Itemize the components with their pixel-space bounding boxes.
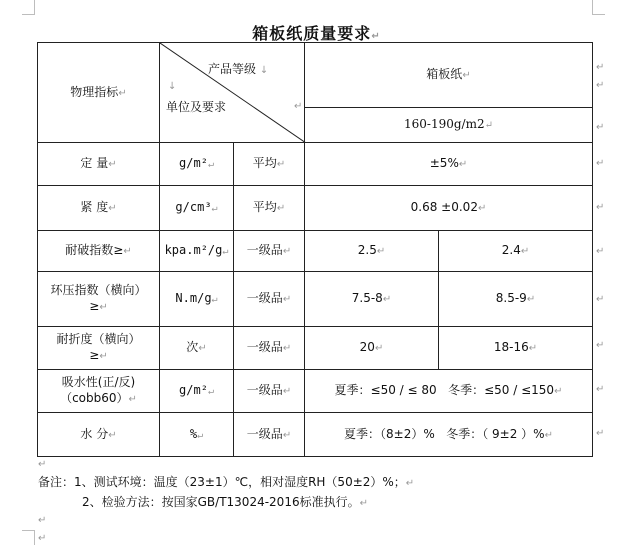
- header-diagonal-cell: [160, 43, 305, 143]
- row-unit: %↵: [160, 413, 234, 457]
- paragraph-mark: ↵: [38, 515, 47, 526]
- row-name: 水 分↵: [38, 413, 160, 457]
- row-value: ±5%↵: [305, 143, 593, 186]
- table-row: [38, 186, 593, 231]
- paragraph-mark: ↵: [596, 294, 605, 305]
- row-name: 吸水性(正/反) （cobb60）↵: [38, 370, 160, 413]
- row-grade: 一级品↵: [234, 272, 305, 327]
- paragraph-mark: ↵: [596, 384, 605, 395]
- document-title: 箱板纸质量要求↵: [252, 24, 381, 43]
- row-value-1: 20↵: [305, 327, 439, 370]
- row-value-2: 18-16↵: [439, 327, 593, 370]
- paragraph-mark: ↵: [596, 122, 605, 133]
- paragraph-mark: ↵: [294, 101, 303, 112]
- row-unit: kpa.m²/g↵: [160, 231, 234, 272]
- page-corner-mark: [22, 530, 35, 545]
- arrow-mark: ↓: [168, 81, 177, 92]
- row-unit: g/cm³↵: [160, 186, 234, 231]
- row-grade: 平均↵: [234, 143, 305, 186]
- header-unit-label: 单位及要求: [166, 100, 227, 114]
- paragraph-mark: ↵: [371, 31, 381, 42]
- paragraph-mark: ↵: [596, 246, 605, 257]
- header-physical-index: 物理指标↵: [38, 43, 160, 143]
- row-grade: 一级品↵: [234, 231, 305, 272]
- table-header-row: [38, 43, 593, 108]
- paragraph-mark: ↵: [38, 533, 47, 544]
- row-value-2: 2.4↵: [439, 231, 593, 272]
- row-name: 耐折度（横向） ≥↵: [38, 327, 160, 370]
- paragraph-mark: ↵: [596, 340, 605, 351]
- row-name: 紧 度↵: [38, 186, 160, 231]
- note-line-2: 2、检验方法：按国家GB/T13024-2016标准执行。↵: [82, 495, 368, 509]
- quality-table: [37, 42, 593, 457]
- row-grade: 平均↵: [234, 186, 305, 231]
- table-row: [38, 370, 593, 413]
- paragraph-mark: ↵: [38, 459, 47, 470]
- row-name: 定 量↵: [38, 143, 160, 186]
- table-row: [38, 327, 593, 370]
- row-name: 耐破指数≥↵: [38, 231, 160, 272]
- table-row: [38, 231, 593, 272]
- row-unit: g/m²↵: [160, 143, 234, 186]
- row-value: 夏季：（8±2）% 冬季：（ 9±2 ）%↵: [305, 413, 593, 457]
- row-value: 夏季：≤50 / ≤ 80 冬季：≤50 / ≤150↵: [305, 370, 593, 413]
- row-value-1: 7.5-8↵: [305, 272, 439, 327]
- paragraph-mark: ↵: [596, 428, 605, 439]
- row-value-1: 2.5↵: [305, 231, 439, 272]
- row-grade: 一级品↵: [234, 413, 305, 457]
- notes: [38, 473, 414, 513]
- row-unit: g/m²↵: [160, 370, 234, 413]
- header-product: 箱板纸↵: [305, 43, 593, 108]
- table-row: [38, 272, 593, 327]
- row-grade: 一级品↵: [234, 327, 305, 370]
- row-name: 环压指数（横向） ≥↵: [38, 272, 160, 327]
- note-line-1: 备注：1、测试环境：温度（23±1）℃，相对湿度RH（50±2）%；↵: [38, 475, 415, 489]
- paragraph-mark: ↵: [596, 202, 605, 213]
- table-row: [38, 143, 593, 186]
- row-value-2: 8.5-9↵: [439, 272, 593, 327]
- header-grade-label: 产品等级 ↓: [208, 62, 269, 76]
- page-corner-mark: [592, 0, 605, 15]
- page-corner-mark: [22, 0, 35, 15]
- paragraph-mark: ↵: [596, 62, 605, 73]
- diagonal-divider: [160, 43, 306, 143]
- row-unit: N.m/g↵: [160, 272, 234, 327]
- paragraph-mark: ↵: [596, 158, 605, 169]
- row-unit: 次↵: [160, 327, 234, 370]
- header-spec: 160-190g/m2↵: [305, 108, 593, 143]
- table-row: [38, 413, 593, 457]
- paragraph-mark: ↵: [596, 80, 605, 91]
- row-value: 0.68 ±0.02↵: [305, 186, 593, 231]
- row-grade: 一级品↵: [234, 370, 305, 413]
